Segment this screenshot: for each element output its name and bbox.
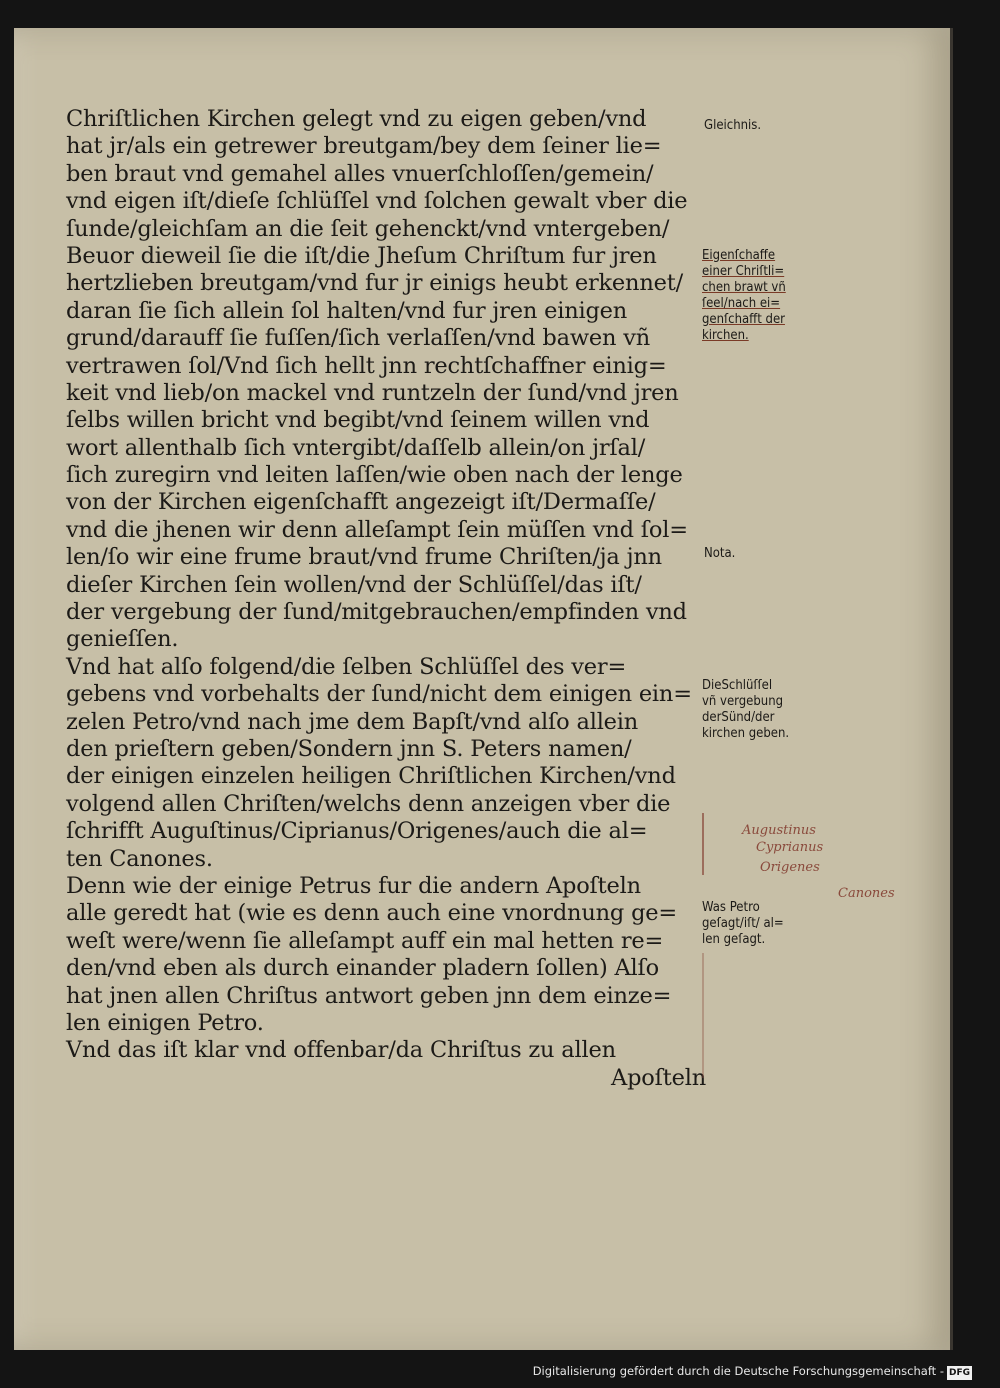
text-line: ten Canones. — [66, 845, 213, 872]
digitization-footer — [533, 1364, 972, 1380]
text-line: Beuor dieweil ſie die iſt/die Jheſum Chriſtum fur jren — [66, 242, 657, 269]
handwritten-note-cyprianus: Cyprianus — [756, 840, 824, 855]
text-line: keit vnd lieb/on mackel vnd runtzeln der ſund/vnd jren — [66, 379, 679, 406]
margin-note-line: Nota. — [704, 546, 736, 561]
dfg-logo: DFG — [948, 1368, 970, 1378]
text-line: genieſſen. — [66, 626, 179, 653]
footer-text: Digitalisierung gefördert durch die Deutsche Forschungsgemeinschaft - — [532, 1364, 944, 1378]
margin-note-line: Was Petro — [702, 900, 760, 915]
text-line: vnd eigen iſt/dieſe ſchlüſſel vnd ſolchen gewalt vber die — [66, 188, 688, 215]
text-line: alle geredt hat (wie es denn auch eine vnordnung ge= — [66, 900, 678, 927]
handwritten-note-canones: Canones — [838, 886, 895, 901]
text-line: ſchrifft Auguſtinus/Ciprianus/Origenes/auch die al= — [66, 818, 648, 845]
catchword: Apoſteln — [611, 1064, 706, 1091]
text-line: Vnd hat alſo folgend/die ſelben Schlüſſel des ver= — [66, 653, 627, 680]
text-line: Vnd das iſt klar vnd offenbar/da Chriſtus zu allen — [66, 1037, 616, 1064]
margin-pencil-bracket — [702, 953, 704, 1078]
margin-note-nota — [704, 546, 735, 562]
text-line: hertzlieben breutgam/vnd fur jr einigs heubt erkennet/ — [66, 270, 683, 297]
text-line: len/ſo wir eine frume braut/vnd frume Chriſten/ja jnn — [66, 544, 662, 571]
text-line: ſich zuregirn vnd leiten laſſen/wie oben nach der lenge — [66, 462, 683, 489]
margin-note-line: len geſagt. — [702, 932, 766, 947]
margin-pencil-bracket — [702, 813, 704, 875]
text-line: den prieſtern geben/Sondern jnn S. Peters namen/ — [66, 735, 632, 762]
text-line: ſunde/gleichſam an die ſeit gehenckt/vnd vntergeben/ — [66, 215, 670, 242]
text-line: wort allenthalb ſich vntergibt/daſſelb allein/on jrſal/ — [66, 434, 646, 461]
margin-note-line: geſagt/iſt/ al= — [702, 916, 784, 931]
text-line: grund/darauff ſie fuſſen/ſich verlaſſen/vnd bawen vñ — [66, 325, 651, 352]
margin-note-eigenschafft — [702, 248, 786, 344]
margin-note-line: kirchen geben. — [702, 726, 790, 741]
text-line: weſt were/wenn ſie alleſampt auff ein mal hetten re= — [66, 927, 664, 954]
text-line: von der Kirchen eigenſchafft angezeigt iſt/Dermaſſe/ — [66, 489, 656, 516]
margin-note-line: Eigenſchaffe — [702, 248, 776, 263]
margin-note-line: chen brawt vñ — [702, 280, 786, 295]
text-line: der vergebung der ſund/mitgebrauchen/empfinden vnd — [66, 599, 687, 626]
text-line: den/vnd eben als durch einander pladern ſollen) Alſo — [66, 955, 660, 982]
text-line: ben braut vnd gemahel alles vnuerſchloſſen/gemein/ — [66, 160, 654, 187]
margin-note-line: Gleichnis. — [704, 118, 762, 133]
margin-note-line: vñ vergebung — [702, 694, 784, 709]
text-line: hat jnen allen Chriſtus antwort geben jnn dem einze= — [66, 982, 672, 1009]
margin-note-line: ſeel/nach ei= — [702, 296, 781, 311]
text-line: der einigen einzelen heiligen Chriſtlichen Kirchen/vnd — [66, 763, 676, 790]
book-page — [14, 28, 953, 1350]
text-line: dieſer Kirchen ſein wollen/vnd der Schlüſſel/das iſt/ — [66, 571, 642, 598]
text-line: len einigen Petro. — [66, 1009, 264, 1036]
margin-note-line: genſchafft der — [702, 312, 785, 327]
margin-note-gleichnis — [704, 118, 761, 134]
text-line: hat jr/als ein getrewer breutgam/bey dem ſeiner lie= — [66, 133, 662, 160]
margin-note-line: kirchen. — [702, 328, 749, 343]
handwritten-note-augustinus: Augustinus — [742, 823, 816, 838]
text-line: ſelbs willen bricht vnd begibt/vnd ſeinem willen vnd — [66, 407, 650, 434]
text-line: vnd die jhenen wir denn alleſampt ſein müſſen vnd ſol= — [66, 516, 688, 543]
text-line: zelen Petro/vnd nach jme dem Bapſt/vnd alſo allein — [66, 708, 639, 735]
margin-note-petro — [702, 900, 784, 948]
margin-note-schluessel — [702, 678, 789, 742]
text-line: daran ſie ſich allein ſol halten/vnd fur jren einigen — [66, 297, 628, 324]
handwritten-note-origenes: Origenes — [760, 860, 820, 875]
text-line: vertrawen ſol/Vnd ſich hellt jnn rechtſchaffner einig= — [66, 352, 667, 379]
margin-note-line: derSünd/der — [702, 710, 775, 725]
text-line: gebens vnd vorbehalts der ſund/nicht dem einigen ein= — [66, 681, 692, 708]
text-line: volgend allen Chriſten/welchs denn anzeigen vber die — [66, 790, 671, 817]
margin-note-line: DieSchlüſſel — [702, 678, 773, 693]
text-line: Denn wie der einige Petrus fur die andern Apoſteln — [66, 872, 641, 899]
main-text-block — [66, 106, 706, 1092]
margin-note-line: einer Chriſtli= — [702, 264, 785, 279]
text-line: Chriſtlichen Kirchen gelegt vnd zu eigen geben/vnd — [66, 106, 647, 132]
